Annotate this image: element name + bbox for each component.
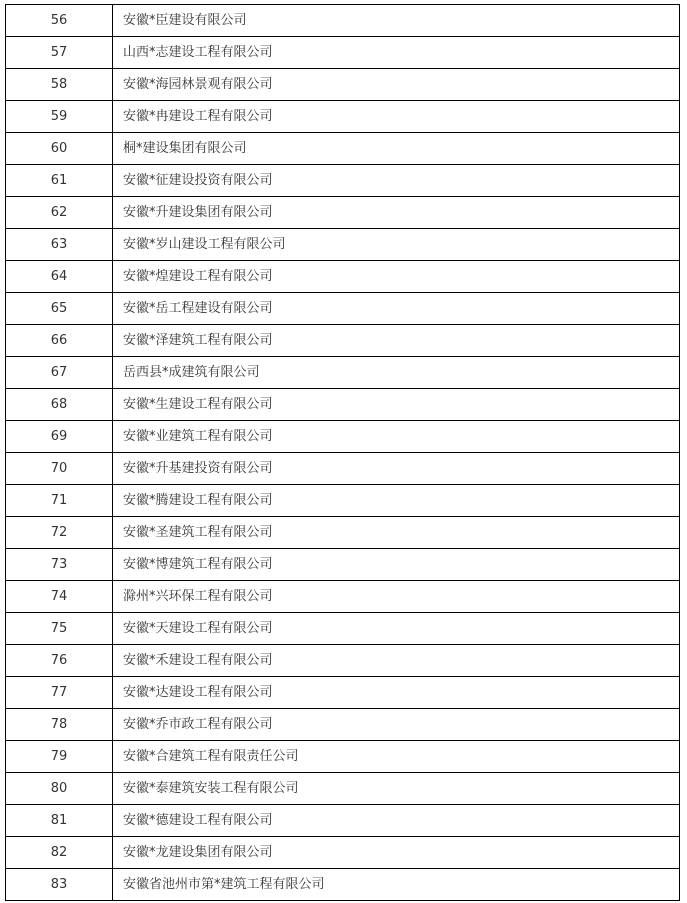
company-name-cell: 安徽*乔市政工程有限公司 — [113, 709, 680, 741]
row-number-cell: 75 — [6, 613, 113, 645]
table-row — [6, 581, 680, 613]
table-row — [6, 5, 680, 37]
row-number-cell: 81 — [6, 805, 113, 837]
row-number-cell: 61 — [6, 165, 113, 197]
company-name-cell: 安徽*煌建设工程有限公司 — [113, 261, 680, 293]
table-row — [6, 165, 680, 197]
row-number-cell: 82 — [6, 837, 113, 869]
row-number-cell: 78 — [6, 709, 113, 741]
table-row — [6, 805, 680, 837]
company-name-cell: 安徽*禾建设工程有限公司 — [113, 645, 680, 677]
row-number-cell: 68 — [6, 389, 113, 421]
table-row — [6, 101, 680, 133]
company-name-cell: 安徽*业建筑工程有限公司 — [113, 421, 680, 453]
company-name-cell: 安徽*升基建投资有限公司 — [113, 453, 680, 485]
company-list-body — [6, 5, 680, 901]
table-row — [6, 357, 680, 389]
row-number-cell: 79 — [6, 741, 113, 773]
table-row — [6, 293, 680, 325]
table-row — [6, 197, 680, 229]
row-number-cell: 71 — [6, 485, 113, 517]
company-name-cell: 安徽*海园林景观有限公司 — [113, 69, 680, 101]
company-name-cell: 安徽*合建筑工程有限责任公司 — [113, 741, 680, 773]
table-row — [6, 133, 680, 165]
table-row — [6, 325, 680, 357]
company-name-cell: 安徽*博建筑工程有限公司 — [113, 549, 680, 581]
company-name-cell: 安徽*冉建设工程有限公司 — [113, 101, 680, 133]
table-row — [6, 869, 680, 901]
row-number-cell: 65 — [6, 293, 113, 325]
table-row — [6, 677, 680, 709]
company-list-table — [5, 4, 680, 901]
company-name-cell: 安徽*天建设工程有限公司 — [113, 613, 680, 645]
table-row — [6, 485, 680, 517]
row-number-cell: 74 — [6, 581, 113, 613]
table-row — [6, 645, 680, 677]
table-row — [6, 773, 680, 805]
row-number-cell: 59 — [6, 101, 113, 133]
row-number-cell: 63 — [6, 229, 113, 261]
company-name-cell: 山西*志建设工程有限公司 — [113, 37, 680, 69]
company-name-cell: 安徽*腾建设工程有限公司 — [113, 485, 680, 517]
row-number-cell: 57 — [6, 37, 113, 69]
row-number-cell: 73 — [6, 549, 113, 581]
company-name-cell: 安徽*泰建筑安装工程有限公司 — [113, 773, 680, 805]
row-number-cell: 76 — [6, 645, 113, 677]
row-number-cell: 62 — [6, 197, 113, 229]
table-row — [6, 549, 680, 581]
table-row — [6, 37, 680, 69]
table-row — [6, 389, 680, 421]
company-name-cell: 安徽*生建设工程有限公司 — [113, 389, 680, 421]
company-name-cell: 安徽*德建设工程有限公司 — [113, 805, 680, 837]
table-row — [6, 741, 680, 773]
company-name-cell: 安徽省池州市第*建筑工程有限公司 — [113, 869, 680, 901]
row-number-cell: 80 — [6, 773, 113, 805]
row-number-cell: 83 — [6, 869, 113, 901]
company-name-cell: 安徽*征建设投资有限公司 — [113, 165, 680, 197]
row-number-cell: 60 — [6, 133, 113, 165]
row-number-cell: 72 — [6, 517, 113, 549]
row-number-cell: 69 — [6, 421, 113, 453]
company-name-cell: 安徽*臣建设有限公司 — [113, 5, 680, 37]
company-name-cell: 安徽*岳工程建设有限公司 — [113, 293, 680, 325]
table-row — [6, 229, 680, 261]
table-row — [6, 261, 680, 293]
company-name-cell: 安徽*圣建筑工程有限公司 — [113, 517, 680, 549]
table-row — [6, 837, 680, 869]
table-row — [6, 709, 680, 741]
table-row — [6, 517, 680, 549]
row-number-cell: 64 — [6, 261, 113, 293]
row-number-cell: 56 — [6, 5, 113, 37]
company-name-cell: 桐*建设集团有限公司 — [113, 133, 680, 165]
company-name-cell: 安徽*升建设集团有限公司 — [113, 197, 680, 229]
row-number-cell: 67 — [6, 357, 113, 389]
row-number-cell: 70 — [6, 453, 113, 485]
row-number-cell: 58 — [6, 69, 113, 101]
company-name-cell: 安徽*泽建筑工程有限公司 — [113, 325, 680, 357]
company-table-container — [5, 4, 680, 901]
table-row — [6, 453, 680, 485]
company-name-cell: 安徽*达建设工程有限公司 — [113, 677, 680, 709]
table-row — [6, 421, 680, 453]
company-name-cell: 岳西县*成建筑有限公司 — [113, 357, 680, 389]
table-row — [6, 613, 680, 645]
company-name-cell: 安徽*岁山建设工程有限公司 — [113, 229, 680, 261]
table-row — [6, 69, 680, 101]
company-name-cell: 安徽*龙建设集团有限公司 — [113, 837, 680, 869]
row-number-cell: 66 — [6, 325, 113, 357]
row-number-cell: 77 — [6, 677, 113, 709]
company-name-cell: 滁州*兴环保工程有限公司 — [113, 581, 680, 613]
